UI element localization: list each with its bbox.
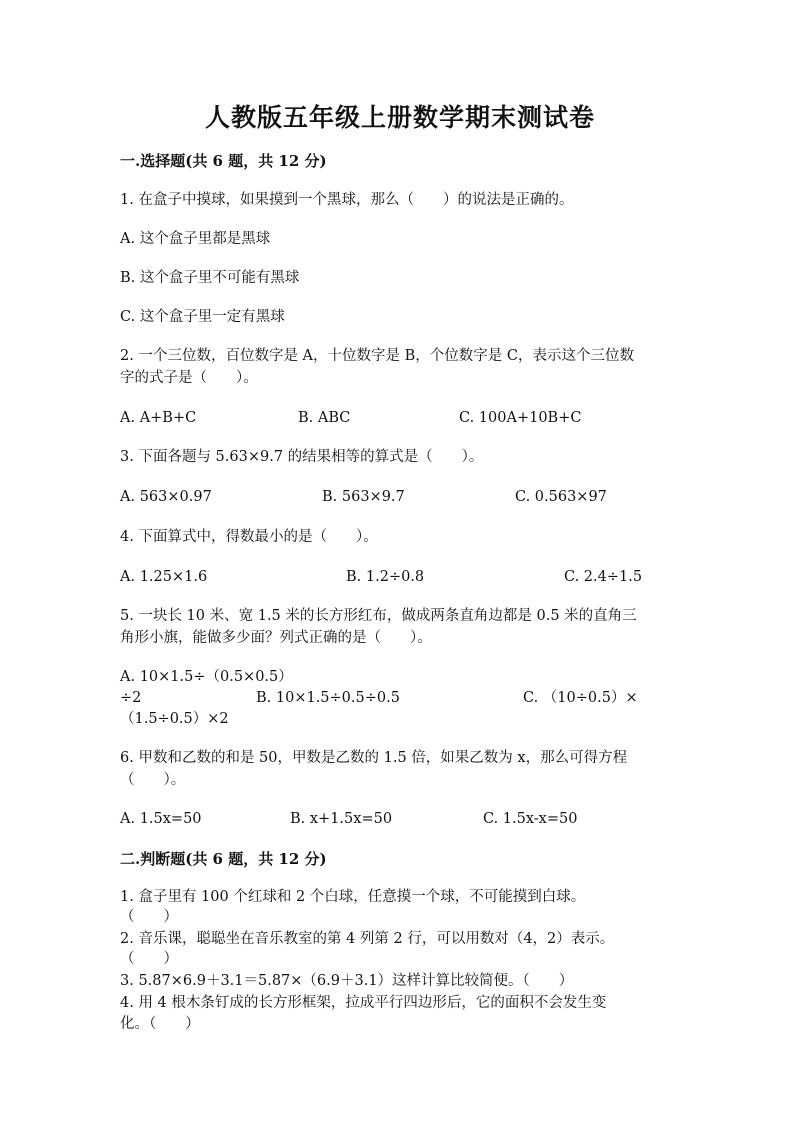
question-1-option-a: A. 这个盒子里都是黑球 bbox=[120, 231, 271, 247]
question-6-option-b: B. x+1.5x=50 bbox=[290, 811, 393, 827]
question-2-option-a: A. A+B+C bbox=[120, 410, 197, 426]
question-2-stem-line2: 字的式子是（ ）。 bbox=[120, 370, 258, 386]
exam-title: 人教版五年级上册数学期末测试卷 bbox=[204, 103, 595, 132]
judgement-3: 3. 5.87×6.9＋3.1＝5.87×（6.9＋3.1）这样计算比较简便。（ ） bbox=[120, 973, 574, 989]
question-6-option-c: C. 1.5x-x=50 bbox=[483, 811, 578, 827]
question-5-option-a-line1: A. 10×1.5÷（0.5×0.5） bbox=[120, 669, 293, 685]
question-3-stem: 3. 下面各题与 5.63×9.7 的结果相等的算式是（ ）。 bbox=[120, 449, 484, 465]
question-3-option-c: C. 0.563×97 bbox=[515, 489, 607, 505]
question-1-stem: 1. 在盒子中摸球，如果摸到一个黑球，那么（ ）的说法是正确的。 bbox=[120, 192, 574, 208]
judgement-2-line2: （ ） bbox=[120, 951, 178, 967]
question-5-option-c-line2: （1.5÷0.5）×2 bbox=[120, 711, 229, 727]
judgement-1-line2: （ ） bbox=[120, 909, 178, 925]
question-4-stem: 4. 下面算式中，得数最小的是（ ）。 bbox=[120, 529, 378, 545]
question-2-option-c: C. 100A+10B+C bbox=[459, 410, 582, 426]
question-3-option-b: B. 563×9.7 bbox=[322, 489, 405, 505]
judgement-4-line2: 化。（ ） bbox=[120, 1016, 200, 1032]
question-5-stem-line2: 角形小旗，能做多少面？列式正确的是（ ）。 bbox=[120, 630, 432, 646]
judgement-4-line1: 4. 用 4 根木条钉成的长方形框架，拉成平行四边形后，它的面积不会发生变 bbox=[120, 995, 607, 1011]
question-4-option-c: C. 2.4÷1.5 bbox=[564, 569, 643, 585]
question-6-option-a: A. 1.5x=50 bbox=[120, 811, 202, 827]
judgement-2-line1: 2. 音乐课，聪聪坐在音乐教室的第 4 列第 2 行，可以用数对（4，2）表示。 bbox=[120, 931, 615, 947]
question-4-option-b: B. 1.2÷0.8 bbox=[346, 569, 425, 585]
question-1-option-b: B. 这个盒子里不可能有黑球 bbox=[120, 270, 300, 286]
question-6-stem-line1: 6. 甲数和乙数的和是 50，甲数是乙数的 1.5 倍，如果乙数为 x，那么可得方程 bbox=[120, 750, 628, 766]
question-5-option-b: B. 10×1.5÷0.5÷0.5 bbox=[256, 690, 400, 706]
judgement-1-line1: 1. 盒子里有 100 个红球和 2 个白球，任意摸一个球，不可能摸到白球。 bbox=[120, 889, 586, 905]
question-3-option-a: A. 563×0.97 bbox=[120, 489, 212, 505]
section-heading-choice: 一.选择题(共 6 题，共 12 分) bbox=[120, 152, 327, 170]
question-2-stem-line1: 2. 一个三位数，百位数字是 A，十位数字是 B，个位数字是 C，表示这个三位数 bbox=[120, 348, 634, 364]
question-2-option-b: B. ABC bbox=[298, 410, 351, 426]
question-4-option-a: A. 1.25×1.6 bbox=[120, 569, 208, 585]
section-heading-judgement: 二.判断题(共 6 题，共 12 分) bbox=[120, 850, 327, 868]
question-1-option-c: C. 这个盒子里一定有黑球 bbox=[120, 309, 285, 325]
question-6-stem-line2: （ ）。 bbox=[120, 772, 186, 788]
question-5-stem-line1: 5. 一块长 10 米、宽 1.5 米的长方形红布，做成两条直角边都是 0.5 米的直角三 bbox=[120, 608, 637, 624]
question-5-option-a-line2: ÷2 bbox=[120, 690, 142, 706]
question-5-option-c-line1: C. （10÷0.5）× bbox=[523, 690, 638, 706]
